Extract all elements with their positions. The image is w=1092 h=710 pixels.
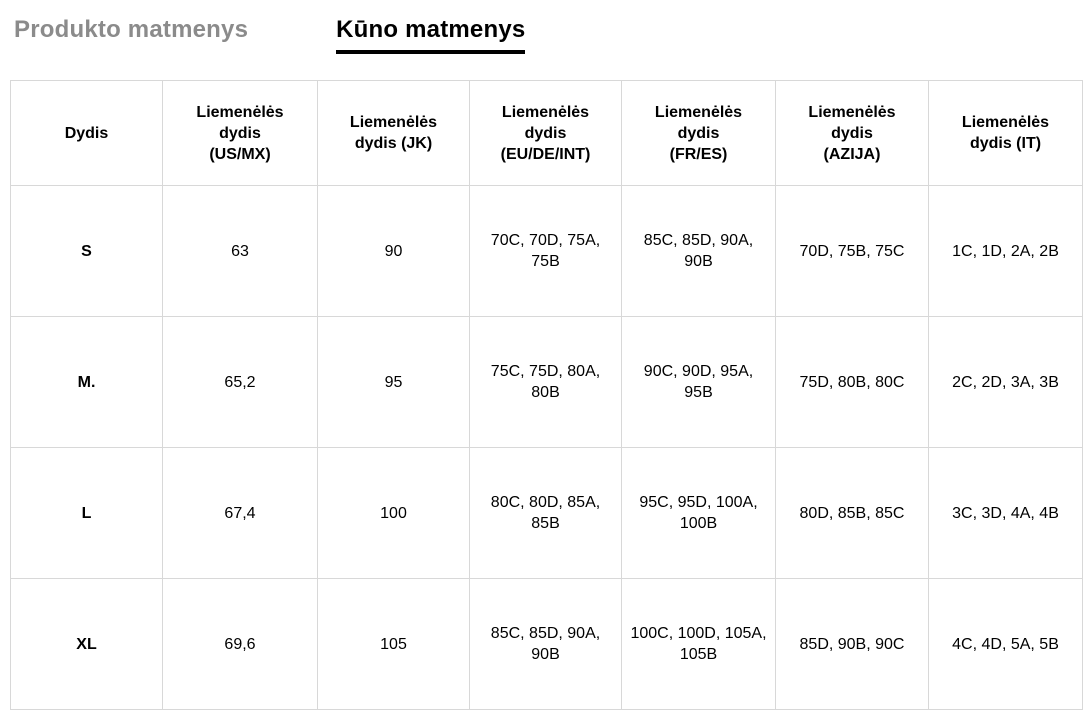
column-header-fr-line1: Liemenėlės: [654, 103, 743, 121]
cell-it: 1C, 1D, 2A, 2B: [929, 186, 1083, 317]
cell-eu-de-int: 70C, 70D, 75A, 75B: [470, 186, 622, 317]
column-header-uk-line1: Liemenėlės: [349, 114, 438, 131]
column-header-it-line2: dydis (IT): [969, 135, 1042, 152]
cell-asia: 85D, 90B, 90C: [776, 579, 929, 710]
tab-body-measurements[interactable]: [336, 16, 525, 54]
table-header: [11, 81, 1083, 186]
cell-it: 3C, 3D, 4A, 4B: [929, 448, 1083, 579]
column-header-asia-line3: (AZIJA): [823, 145, 881, 163]
cell-size: L: [11, 448, 163, 579]
tab-body-measurements-label: Kūno matmenys: [336, 16, 526, 43]
cell-fr-es: 100C, 100D, 105A, 105B: [622, 579, 776, 710]
cell-us-mx: 63: [163, 186, 318, 317]
cell-fr-es: 90C, 90D, 95A, 95B: [622, 317, 776, 448]
column-header-asia-line1: Liemenėlės: [808, 103, 896, 121]
cell-uk: 105: [318, 579, 470, 710]
cell-uk: 95: [318, 317, 470, 448]
cell-fr-es: 85C, 85D, 90A, 90B: [622, 186, 776, 317]
cell-it: 4C, 4D, 5A, 5B: [929, 579, 1083, 710]
column-header-asia-line2: dydis: [831, 124, 873, 142]
table-row: [11, 186, 1083, 317]
column-header-us-mx-line2: dydis: [219, 124, 261, 142]
table-body: [11, 186, 1083, 710]
table-header-row: [11, 81, 1083, 186]
column-header-eu-line2: dydis: [524, 124, 567, 142]
cell-uk: 90: [318, 186, 470, 317]
cell-it: 2C, 2D, 3A, 3B: [929, 317, 1083, 448]
table-row: [11, 317, 1083, 448]
tab-product-measurements-label: Produkto matmenys: [14, 16, 249, 43]
column-header-bra-size-it: [929, 81, 1083, 186]
cell-asia: 75D, 80B, 80C: [776, 317, 929, 448]
column-header-us-mx-line3: (US/MX): [209, 145, 271, 163]
column-header-eu-line1: Liemenėlės: [501, 103, 590, 121]
cell-fr-es: 95C, 95D, 100A, 100B: [622, 448, 776, 579]
column-header-bra-size-us-mx: [163, 81, 318, 186]
table-row: [11, 579, 1083, 710]
size-table-container: [10, 80, 1082, 710]
cell-eu-de-int: 80C, 80D, 85A, 85B: [470, 448, 622, 579]
cell-size: XL: [11, 579, 163, 710]
cell-size: S: [11, 186, 163, 317]
column-header-fr-line3: (FR/ES): [669, 145, 728, 163]
cell-us-mx: 69,6: [163, 579, 318, 710]
size-table: [10, 80, 1083, 710]
cell-asia: 70D, 75B, 75C: [776, 186, 929, 317]
column-header-eu-line3: (EU/DE/INT): [500, 145, 591, 163]
column-header-size-line1: Dydis: [64, 124, 109, 142]
cell-eu-de-int: 75C, 75D, 80A, 80B: [470, 317, 622, 448]
table-row: [11, 448, 1083, 579]
column-header-it-line1: Liemenėlės: [961, 114, 1050, 131]
cell-asia: 80D, 85B, 85C: [776, 448, 929, 579]
cell-uk: 100: [318, 448, 470, 579]
column-header-bra-size-asia: [776, 81, 929, 186]
column-header-bra-size-uk: [318, 81, 470, 186]
column-header-bra-size-eu-de-int: [470, 81, 622, 186]
column-header-size: [11, 81, 163, 186]
column-header-bra-size-fr-es: [622, 81, 776, 186]
cell-us-mx: 65,2: [163, 317, 318, 448]
cell-us-mx: 67,4: [163, 448, 318, 579]
column-header-us-mx-line1: Liemenėlės: [196, 103, 284, 121]
column-header-uk-line2: dydis (JK): [354, 135, 433, 152]
measurement-tabs: [0, 0, 1092, 54]
cell-size: M.: [11, 317, 163, 448]
column-header-fr-line2: dydis: [677, 124, 720, 142]
tab-product-measurements[interactable]: [14, 16, 248, 50]
cell-eu-de-int: 85C, 85D, 90A, 90B: [470, 579, 622, 710]
